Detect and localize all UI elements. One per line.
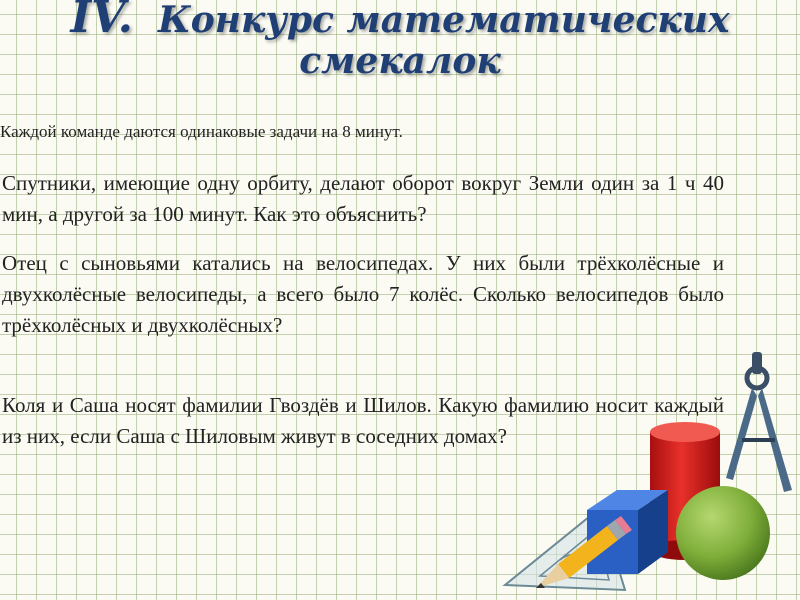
- title-roman-numeral: IV.: [70, 0, 133, 43]
- title-line-2: смекалок: [299, 40, 501, 83]
- intro-text: Каждой команде даются одинаковые задачи на 8 минут.: [0, 122, 403, 141]
- sphere-icon: [676, 486, 770, 580]
- problem-2: Отец с сыновьями катались на велосипедах. У них были трёхколёсные и двухколёсные велосипеды, а всего было 7 колёс. Сколько велосипедов было трёхколёсных и двухколёсных?: [2, 251, 724, 337]
- problem-1: Спутники, имеющие одну орбиту, делают оборот вокруг Земли один за 1 ч 40 мин, а другой за 100 минут. Как это объяснить?: [2, 171, 724, 226]
- problem-3: Коля и Саша носят фамилии Гвоздёв и Шилов. Какую фамилию носит каждый из них, если Саша с Шиловым живут в соседних домах?: [2, 393, 724, 448]
- title-text: Конкурс математических: [157, 0, 730, 41]
- compass-icon: [726, 352, 792, 492]
